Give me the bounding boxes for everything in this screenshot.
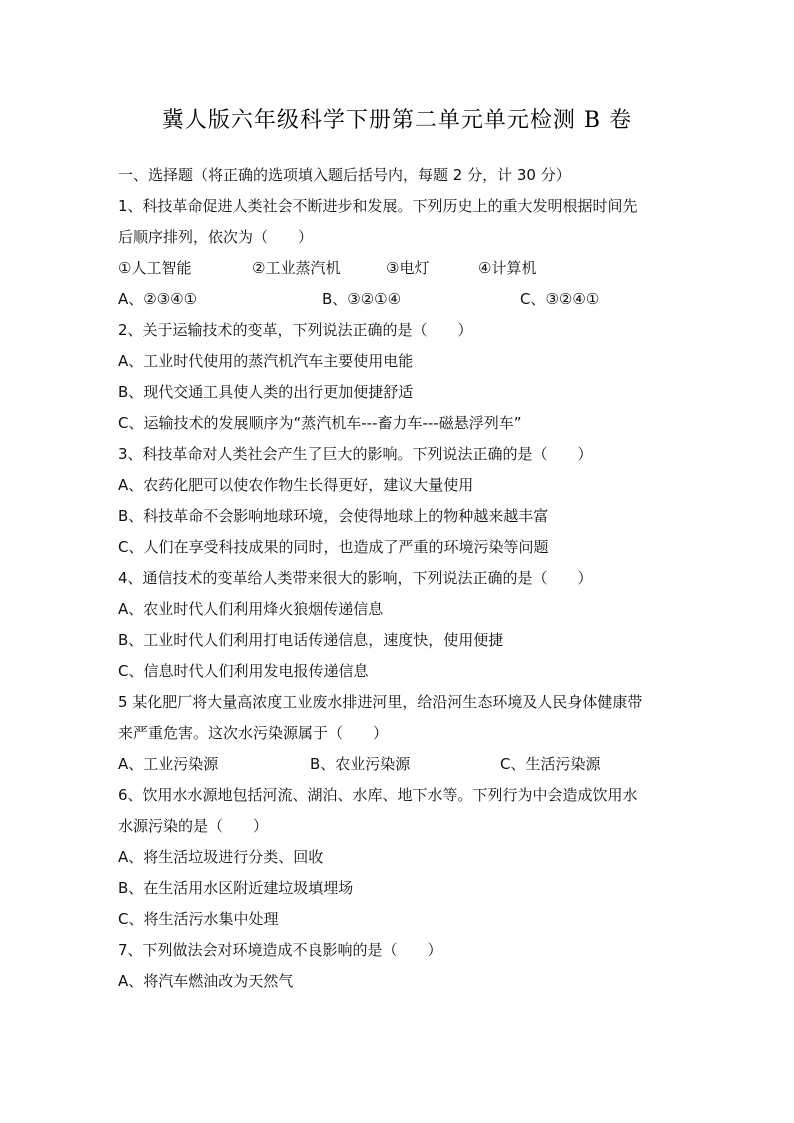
- question-1-options: [118, 284, 680, 315]
- option-b: B、工业时代人们利用打电话传递信息，速度快，使用便捷: [118, 631, 504, 649]
- option-b: B、农业污染源: [310, 755, 411, 773]
- option-a: A、将生活垃圾进行分类、回收: [118, 848, 324, 866]
- option-a: A、农业时代人们利用烽火狼烟传递信息: [118, 600, 384, 618]
- question-4-stem: 4、通信技术的变革给人类带来很大的影响，下列说法正确的是（ ）: [118, 569, 593, 587]
- question-6-stem-line-2: 水源污染的是（ ）: [118, 817, 269, 835]
- option-b: B、现代交通工具使人类的出行更加便捷舒适: [118, 383, 414, 401]
- question-6-stem-line-1: 6、饮用水水源地包括河流、湖泊、水库、地下水等。下列行为中会造成饮用水: [118, 786, 638, 804]
- choice-item: ③电灯: [386, 259, 430, 277]
- question-list: [118, 160, 680, 997]
- choice-item: ①人工智能: [118, 259, 192, 277]
- option-c: C、人们在享受科技成果的同时，也造成了严重的环境污染等问题: [118, 538, 549, 556]
- option-b: B、③②①④: [322, 290, 402, 308]
- option-a: A、将汽车燃油改为天然气: [118, 972, 294, 990]
- question-1-choices: [118, 253, 680, 284]
- question-1-stem-line-1: 1、科技革命促进人类社会不断进步和发展。下列历史上的重大发明根据时间先: [118, 197, 638, 215]
- option-c: C、运输技术的发展顺序为“蒸汽机车---畜力车---磁悬浮列车”: [118, 414, 522, 432]
- choice-item: ②工业蒸汽机: [252, 259, 341, 277]
- option-a: A、②③④①: [118, 290, 198, 308]
- option-b: B、在生活用水区附近建垃圾填埋场: [118, 879, 354, 897]
- option-b: B、科技革命不会影响地球环境，会使得地球上的物种越来越丰富: [118, 507, 549, 525]
- option-c: C、生活污染源: [500, 755, 601, 773]
- question-2-stem: 2、关于运输技术的变革，下列说法正确的是（ ）: [118, 321, 473, 339]
- option-c: C、将生活污水集中处理: [118, 910, 279, 928]
- question-5-options: [118, 749, 680, 780]
- option-a: A、工业时代使用的蒸汽机汽车主要使用电能: [118, 352, 414, 370]
- page-title: 冀人版六年级科学下册第二单元单元检测 B 卷: [161, 108, 633, 133]
- section-heading: 一、选择题（将正确的选项填入题后括号内，每题 2 分，计 30 分）: [118, 166, 571, 184]
- question-5-stem-line-2: 来严重危害。这次水污染源属于（ ）: [118, 724, 389, 742]
- question-3-stem: 3、科技革命对人类社会产生了巨大的影响。下列说法正确的是（ ）: [118, 445, 593, 463]
- option-c: C、信息时代人们利用发电报传递信息: [118, 662, 369, 680]
- question-5-stem-line-1: 5 某化肥厂将大量高浓度工业废水排进河里，给沿河生态环境及人民身体健康带: [118, 693, 643, 711]
- option-a: A、工业污染源: [118, 755, 219, 773]
- choice-item: ④计算机: [478, 259, 537, 277]
- question-7-stem: 7、下列做法会对环境造成不良影响的是（ ）: [118, 941, 443, 959]
- option-c: C、③②④①: [520, 290, 600, 308]
- question-1-stem-line-2: 后顺序排列，依次为（ ）: [118, 228, 314, 246]
- option-a: A、农药化肥可以使农作物生长得更好，建议大量使用: [118, 476, 474, 494]
